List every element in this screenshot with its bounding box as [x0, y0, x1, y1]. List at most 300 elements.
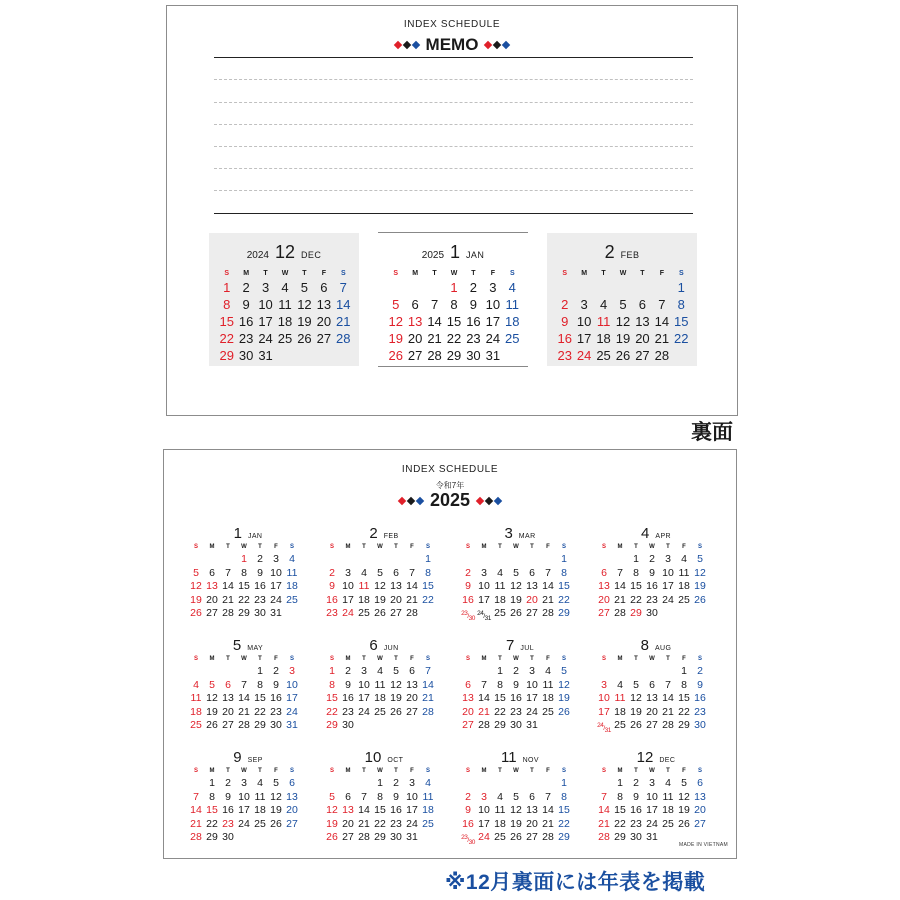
- day-cell: 18: [494, 593, 506, 606]
- month-abbrev: JUL: [520, 645, 534, 652]
- empty-cell: [594, 279, 613, 296]
- day-cell: 17: [238, 804, 250, 816]
- day-cell: 13: [694, 790, 706, 803]
- day-cell: 29: [558, 607, 570, 619]
- empty-cell: [340, 553, 356, 567]
- weekday-label: T: [530, 656, 534, 662]
- month-abbrev: JAN: [247, 533, 263, 540]
- day-cell: 17: [478, 817, 490, 830]
- weekday-label: S: [193, 768, 198, 774]
- day-cell: 12: [510, 804, 522, 816]
- day-cell: 30: [466, 348, 481, 363]
- day-cell: 30: [630, 831, 642, 843]
- split-day-cell: $^{23}/_{30}$: [461, 834, 475, 846]
- day-cell: 3: [489, 280, 497, 295]
- day-cell: 6: [320, 280, 328, 295]
- day-cell: 29: [374, 831, 386, 843]
- day-cell: 28: [222, 607, 234, 619]
- month-number: 10: [364, 749, 382, 766]
- month-header: [378, 242, 528, 263]
- day-cell: 25: [277, 331, 293, 346]
- day-cell: 1: [617, 777, 623, 789]
- day-cell: 7: [425, 665, 431, 677]
- day-cell: 25: [678, 593, 690, 606]
- empty-cell: [628, 665, 644, 679]
- day-cell: 18: [662, 804, 674, 816]
- day-cell: 10: [485, 297, 501, 312]
- day-cell: 22: [254, 705, 266, 718]
- day-cell: 13: [406, 678, 418, 691]
- day-cell: 1: [561, 777, 567, 789]
- month-abbrev: JAN: [466, 250, 485, 260]
- day-cell: 28: [336, 331, 351, 346]
- day-cell: 27: [462, 719, 474, 731]
- day-cell: 1: [223, 280, 231, 295]
- day-cell: 11: [542, 678, 554, 691]
- day-cell: 29: [326, 719, 338, 731]
- day-cell: 20: [526, 593, 538, 606]
- day-cell: 13: [646, 692, 658, 704]
- day-cell: 3: [241, 777, 247, 789]
- month-calendar-oct: [324, 746, 444, 856]
- weekday-label: M: [345, 768, 351, 774]
- month-number: 5: [232, 637, 242, 654]
- day-cell: 2: [393, 777, 399, 789]
- day-cell: 26: [694, 593, 706, 606]
- day-cell: 7: [241, 678, 247, 691]
- day-cell: 6: [638, 297, 647, 312]
- day-cell: 2: [513, 665, 519, 677]
- day-cell: 14: [222, 580, 234, 592]
- weekday-label: S: [465, 768, 470, 774]
- day-cell: 10: [270, 566, 282, 579]
- day-cell: 18: [542, 692, 554, 704]
- day-cell: 15: [422, 580, 434, 592]
- day-cell: 17: [478, 593, 490, 606]
- day-cell: 22: [206, 817, 218, 830]
- day-cell: 8: [425, 566, 431, 579]
- weekday-label: W: [281, 270, 289, 277]
- month-calendar-sep: [188, 746, 308, 856]
- day-cell: 16: [342, 692, 354, 704]
- day-cell: 12: [388, 314, 403, 329]
- day-cell: 20: [222, 705, 234, 718]
- day-cell: 28: [358, 831, 370, 843]
- weekday-label: W: [377, 768, 383, 774]
- month-calendar-may: [188, 634, 308, 744]
- day-cell: 2: [633, 777, 639, 789]
- weekday-label: S: [509, 270, 515, 277]
- day-cell: 10: [286, 678, 298, 691]
- day-cell: 22: [558, 593, 570, 606]
- day-cell: 7: [658, 297, 666, 312]
- day-cell: 6: [209, 566, 215, 579]
- day-grid: [555, 279, 691, 364]
- day-cell: 24: [478, 831, 490, 843]
- weekday-label: F: [274, 768, 278, 774]
- day-cell: 17: [270, 580, 282, 592]
- weekday-label: S: [562, 270, 568, 277]
- day-cell: 17: [646, 804, 658, 816]
- day-cell: 13: [598, 580, 610, 592]
- day-cell: 19: [190, 593, 202, 606]
- day-cell: 6: [529, 566, 535, 579]
- day-cell: 3: [361, 665, 367, 677]
- day-grid: [188, 777, 300, 845]
- day-cell: 27: [526, 831, 538, 843]
- day-cell: 24: [662, 593, 674, 606]
- weekday-label: T: [258, 656, 262, 662]
- empty-cell: [596, 777, 612, 791]
- weekday-label: S: [678, 270, 684, 277]
- day-cell: 22: [630, 593, 642, 606]
- empty-cell: [356, 553, 372, 567]
- day-cell: 22: [558, 817, 570, 830]
- day-cell: 2: [257, 553, 263, 565]
- reiwa-label: 令和7年: [435, 481, 465, 490]
- month-number: 2: [604, 242, 615, 262]
- month-year: 2025: [421, 250, 445, 261]
- day-cell: 26: [510, 607, 522, 619]
- day-cell: 8: [450, 297, 458, 312]
- weekday-header-row: [555, 270, 691, 277]
- empty-cell: [492, 777, 508, 791]
- day-cell: 12: [190, 580, 202, 592]
- brand-label: INDEX SCHEDULE: [401, 464, 499, 475]
- month-abbrev: APR: [655, 533, 671, 540]
- month-header: [596, 637, 716, 654]
- day-cell: 9: [633, 790, 639, 803]
- day-cell: 23: [694, 705, 706, 718]
- day-cell: 30: [254, 607, 266, 619]
- day-cell: 26: [190, 607, 202, 619]
- weekday-label: S: [193, 656, 198, 662]
- day-cell: 19: [510, 593, 522, 606]
- day-cell: 16: [630, 804, 642, 816]
- weekday-label: T: [226, 544, 230, 550]
- day-cell: 6: [393, 566, 399, 579]
- split-day-cell: $^{24}/_{31}$: [477, 610, 491, 622]
- day-grid: [188, 665, 300, 733]
- empty-cell: [508, 777, 524, 791]
- day-cell: 4: [545, 665, 551, 677]
- day-cell: 2: [242, 280, 250, 295]
- day-cell: 31: [258, 348, 273, 363]
- weekday-label: T: [226, 768, 230, 774]
- day-cell: 15: [326, 692, 338, 704]
- memo-line: [214, 190, 693, 191]
- day-cell: 9: [465, 804, 471, 816]
- day-cell: 10: [576, 314, 592, 329]
- weekday-label: M: [617, 544, 623, 550]
- day-cell: 8: [257, 678, 263, 691]
- day-cell: 9: [513, 678, 519, 691]
- empty-cell: [540, 553, 556, 567]
- day-cell: 10: [598, 692, 610, 704]
- weekday-label: M: [617, 768, 623, 774]
- weekday-label: T: [394, 768, 398, 774]
- day-grid: [596, 777, 708, 845]
- day-cell: 7: [225, 566, 231, 579]
- month-header: [547, 242, 697, 263]
- day-cell: 29: [446, 348, 462, 363]
- day-cell: 30: [390, 831, 402, 843]
- day-cell: 24: [270, 593, 282, 606]
- day-cell: 29: [558, 831, 570, 843]
- day-cell: 8: [561, 566, 567, 579]
- diamond-right-icon: [476, 498, 502, 504]
- diamond-right-icon: [484, 42, 510, 48]
- month-header: [596, 749, 716, 766]
- day-cell: 5: [209, 678, 215, 691]
- weekday-label: M: [617, 656, 623, 662]
- month-header: [324, 525, 444, 542]
- footnote: ※12月裏面には年表を掲載: [445, 871, 706, 894]
- weekday-label: T: [394, 544, 398, 550]
- weekday-header-row: [596, 656, 708, 662]
- day-cell: 6: [649, 678, 655, 691]
- month-header: [460, 637, 580, 654]
- day-cell: 27: [598, 607, 610, 619]
- day-cell: 4: [617, 678, 623, 691]
- day-cell: 6: [345, 790, 351, 803]
- day-cell: 17: [598, 705, 610, 718]
- day-cell: 29: [206, 831, 218, 843]
- day-cell: 21: [190, 817, 202, 830]
- day-cell: 2: [273, 665, 279, 677]
- day-cell: 16: [510, 692, 522, 704]
- weekday-label: T: [666, 768, 670, 774]
- day-cell: 30: [694, 719, 706, 731]
- split-day-cell: $^{23}/_{30}$: [461, 610, 475, 622]
- day-cell: 21: [427, 331, 442, 346]
- day-cell: 2: [465, 790, 471, 803]
- day-cell: 20: [342, 817, 354, 830]
- day-cell: 3: [261, 280, 270, 295]
- day-cell: 28: [542, 831, 554, 843]
- day-cell: 22: [422, 593, 434, 606]
- day-cell: 2: [345, 665, 351, 677]
- day-cell: 18: [614, 705, 626, 718]
- day-cell: 8: [223, 297, 231, 312]
- day-cell: 7: [481, 678, 487, 691]
- empty-cell: [660, 665, 676, 679]
- day-cell: 8: [497, 678, 503, 691]
- day-cell: 8: [329, 678, 335, 691]
- day-cell: 16: [557, 331, 572, 346]
- day-cell: 28: [654, 348, 670, 363]
- weekday-label: S: [224, 270, 230, 277]
- day-cell: 28: [598, 831, 610, 843]
- weekday-label: W: [649, 544, 655, 550]
- day-cell: 18: [494, 817, 506, 830]
- day-cell: 4: [425, 777, 431, 789]
- day-cell: 21: [542, 593, 554, 606]
- weekday-label: S: [425, 768, 430, 774]
- day-cell: 19: [206, 705, 218, 718]
- day-cell: 21: [662, 705, 674, 718]
- day-grid: [188, 553, 300, 621]
- day-cell: 19: [630, 705, 642, 718]
- day-cell: 29: [678, 719, 690, 731]
- day-cell: 16: [238, 314, 254, 329]
- day-cell: 15: [678, 692, 690, 704]
- month-calendar-mar: [460, 522, 580, 632]
- day-cell: 22: [238, 593, 250, 606]
- day-cell: 22: [494, 705, 506, 718]
- day-cell: 10: [238, 790, 250, 803]
- day-cell: 30: [270, 719, 282, 731]
- day-cell: 1: [561, 553, 567, 565]
- day-cell: 14: [238, 692, 250, 704]
- weekday-label: M: [345, 544, 351, 550]
- day-cell: 11: [286, 566, 298, 579]
- day-cell: 11: [614, 692, 626, 704]
- day-cell: 1: [677, 280, 685, 295]
- day-cell: 18: [374, 692, 386, 704]
- day-cell: 5: [300, 280, 309, 295]
- weekday-header-row: [596, 544, 708, 550]
- empty-cell: [524, 777, 540, 791]
- weekday-label: F: [546, 656, 550, 662]
- day-cell: 15: [206, 804, 218, 816]
- day-cell: 29: [494, 719, 506, 731]
- day-cell: 8: [633, 566, 639, 579]
- empty-cell: [220, 553, 236, 567]
- day-cell: 1: [681, 665, 687, 677]
- empty-cell: [220, 665, 236, 679]
- day-cell: 11: [422, 790, 434, 803]
- day-cell: 22: [446, 331, 462, 346]
- month-header: [324, 749, 444, 766]
- day-cell: 1: [241, 553, 247, 565]
- month-number: 6: [369, 637, 378, 654]
- day-cell: 9: [561, 314, 569, 329]
- weekday-label: F: [274, 656, 278, 662]
- day-cell: 17: [406, 804, 418, 816]
- day-cell: 30: [646, 607, 658, 619]
- day-cell: 14: [427, 314, 442, 329]
- day-cell: 23: [222, 817, 234, 830]
- weekday-label: T: [258, 768, 262, 774]
- day-cell: 3: [601, 678, 607, 691]
- day-cell: 25: [596, 348, 611, 363]
- day-cell: 9: [242, 297, 250, 312]
- day-cell: 23: [342, 705, 354, 718]
- day-cell: 21: [406, 593, 418, 606]
- weekday-label: F: [410, 544, 414, 550]
- weekday-label: M: [581, 270, 588, 277]
- day-cell: 19: [270, 804, 282, 816]
- day-cell: 17: [342, 593, 354, 606]
- day-cell: 26: [206, 719, 218, 731]
- month-number: 11: [501, 749, 517, 766]
- day-cell: 11: [494, 804, 506, 816]
- day-cell: 20: [526, 817, 538, 830]
- empty-cell: [204, 665, 220, 679]
- weekday-label: S: [329, 656, 334, 662]
- day-cell: 28: [190, 831, 202, 843]
- day-cell: 28: [662, 719, 674, 731]
- day-cell: 3: [409, 777, 415, 789]
- day-cell: 5: [393, 665, 399, 677]
- weekday-label: T: [666, 656, 670, 662]
- day-cell: 13: [286, 790, 298, 803]
- day-cell: 1: [329, 665, 335, 677]
- day-cell: 4: [599, 297, 608, 312]
- weekday-label: T: [530, 768, 534, 774]
- day-cell: 14: [542, 580, 554, 592]
- day-cell: 27: [526, 607, 538, 619]
- day-cell: 21: [222, 593, 234, 606]
- empty-cell: [596, 553, 612, 567]
- day-cell: 10: [342, 580, 354, 592]
- day-cell: 8: [377, 790, 383, 803]
- weekday-label: F: [274, 544, 278, 550]
- empty-cell: [524, 553, 540, 567]
- empty-cell: [356, 777, 372, 791]
- empty-cell: [236, 665, 252, 679]
- day-cell: 15: [558, 580, 570, 592]
- day-cell: 23: [270, 705, 282, 718]
- day-cell: 16: [326, 593, 338, 606]
- weekday-label: W: [513, 656, 519, 662]
- empty-cell: [508, 553, 524, 567]
- weekday-label: T: [432, 270, 437, 277]
- day-cell: 21: [336, 314, 351, 329]
- day-cell: 15: [494, 692, 506, 704]
- day-cell: 19: [374, 593, 386, 606]
- day-cell: 21: [614, 593, 626, 606]
- empty-cell: [555, 279, 574, 296]
- day-cell: 5: [697, 553, 703, 565]
- day-cell: 14: [662, 692, 674, 704]
- day-cell: 14: [542, 804, 554, 816]
- day-cell: 20: [206, 593, 218, 606]
- day-cell: 19: [326, 817, 338, 830]
- day-cell: 11: [596, 314, 611, 329]
- month-calendar-apr: [596, 522, 716, 632]
- weekday-header-row: [188, 544, 300, 550]
- day-cell: 23: [326, 607, 338, 619]
- day-cell: 24: [526, 705, 538, 718]
- empty-cell: [204, 553, 220, 567]
- day-cell: 11: [254, 790, 266, 803]
- day-cell: 8: [209, 790, 215, 803]
- weekday-label: S: [329, 544, 334, 550]
- month-calendar-jun: [324, 634, 444, 744]
- day-cell: 11: [662, 790, 674, 803]
- day-cell: 15: [238, 580, 250, 592]
- day-cell: 26: [678, 817, 690, 830]
- day-cell: 7: [409, 566, 415, 579]
- day-grid: [596, 553, 708, 621]
- weekday-label: S: [697, 768, 702, 774]
- day-cell: 15: [219, 314, 234, 329]
- weekday-label: T: [498, 544, 502, 550]
- day-grid: [217, 279, 353, 364]
- weekday-label: T: [362, 768, 366, 774]
- day-cell: 2: [649, 553, 655, 565]
- weekday-label: M: [481, 656, 487, 662]
- day-cell: 14: [358, 804, 370, 816]
- day-cell: 24: [358, 705, 370, 718]
- day-cell: 15: [630, 580, 642, 592]
- day-cell: 9: [649, 566, 655, 579]
- weekday-label: T: [498, 656, 502, 662]
- day-cell: 7: [193, 790, 199, 803]
- empty-cell: [540, 777, 556, 791]
